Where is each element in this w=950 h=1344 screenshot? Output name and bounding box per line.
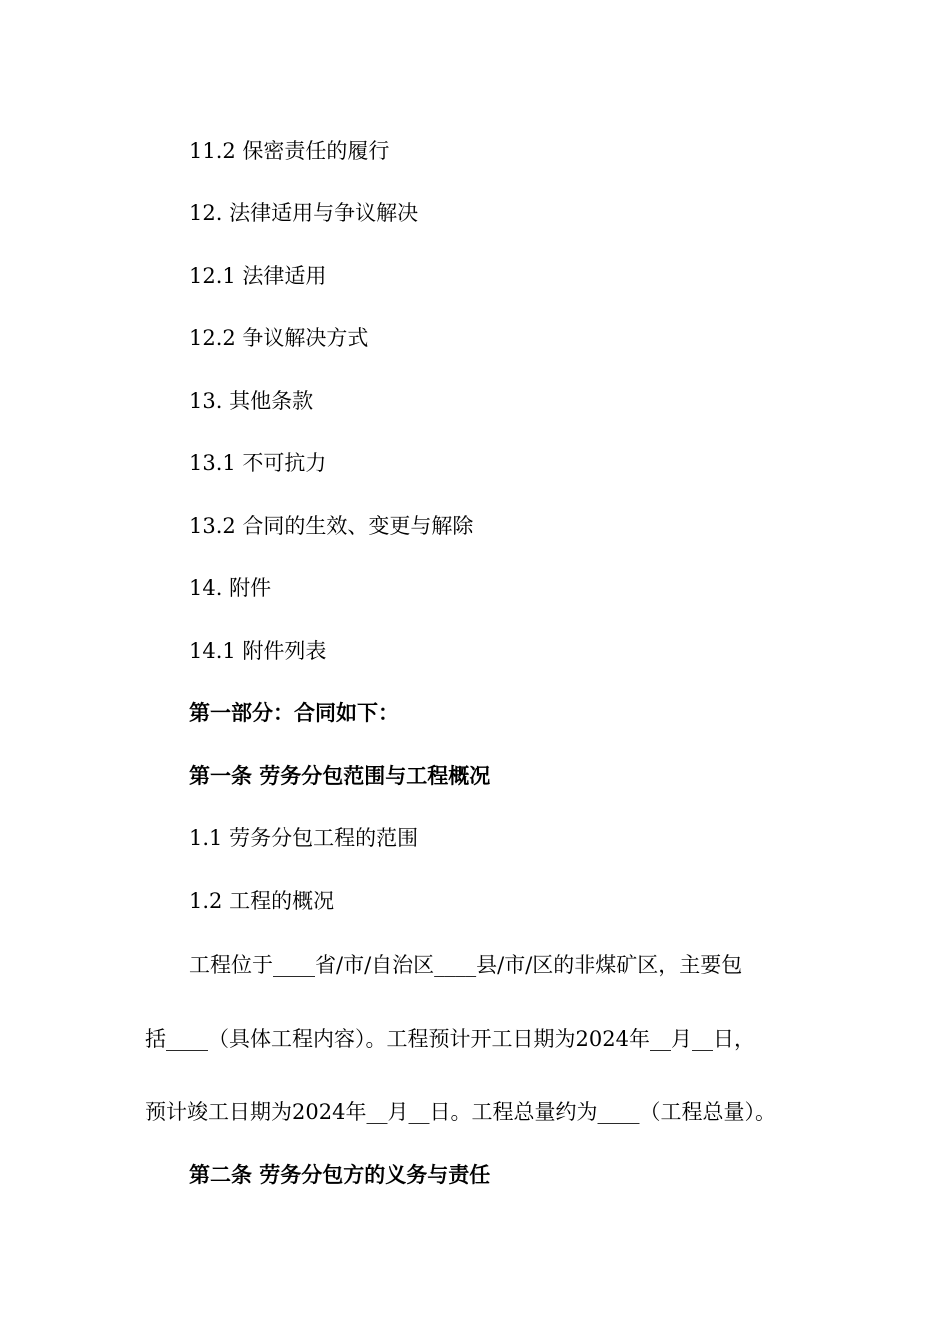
paragraph-line: 工程位于____省/市/自治区____县/市/区的非煤矿区，主要包 — [189, 953, 743, 977]
paragraph-line: 括____（具体工程内容）。工程预计开工日期为2024年__月__日， — [145, 1027, 755, 1051]
toc-item: 13.2 合同的生效、变更与解除 — [189, 514, 474, 538]
article-1-item: 1.2 工程的概况 — [189, 889, 335, 913]
toc-item: 12.1 法律适用 — [189, 264, 327, 288]
article-1-title: 第一条 劳务分包范围与工程概况 — [189, 764, 491, 788]
toc-item: 12.2 争议解决方式 — [189, 326, 369, 350]
toc-item: 11.2 保密责任的履行 — [189, 139, 390, 163]
toc-item: 13. 其他条款 — [189, 389, 314, 413]
toc-item: 14.1 附件列表 — [189, 639, 327, 663]
paragraph-line: 预计竣工日期为2024年__月__日。工程总量约为____（工程总量）。 — [145, 1100, 776, 1124]
part-heading: 第一部分：合同如下： — [189, 701, 399, 725]
toc-item: 12. 法律适用与争议解决 — [189, 201, 419, 225]
article-2-title: 第二条 劳务分包方的义务与责任 — [189, 1163, 491, 1187]
toc-item: 13.1 不可抗力 — [189, 451, 327, 475]
toc-item: 14. 附件 — [189, 576, 272, 600]
article-1-item: 1.1 劳务分包工程的范围 — [189, 826, 419, 850]
